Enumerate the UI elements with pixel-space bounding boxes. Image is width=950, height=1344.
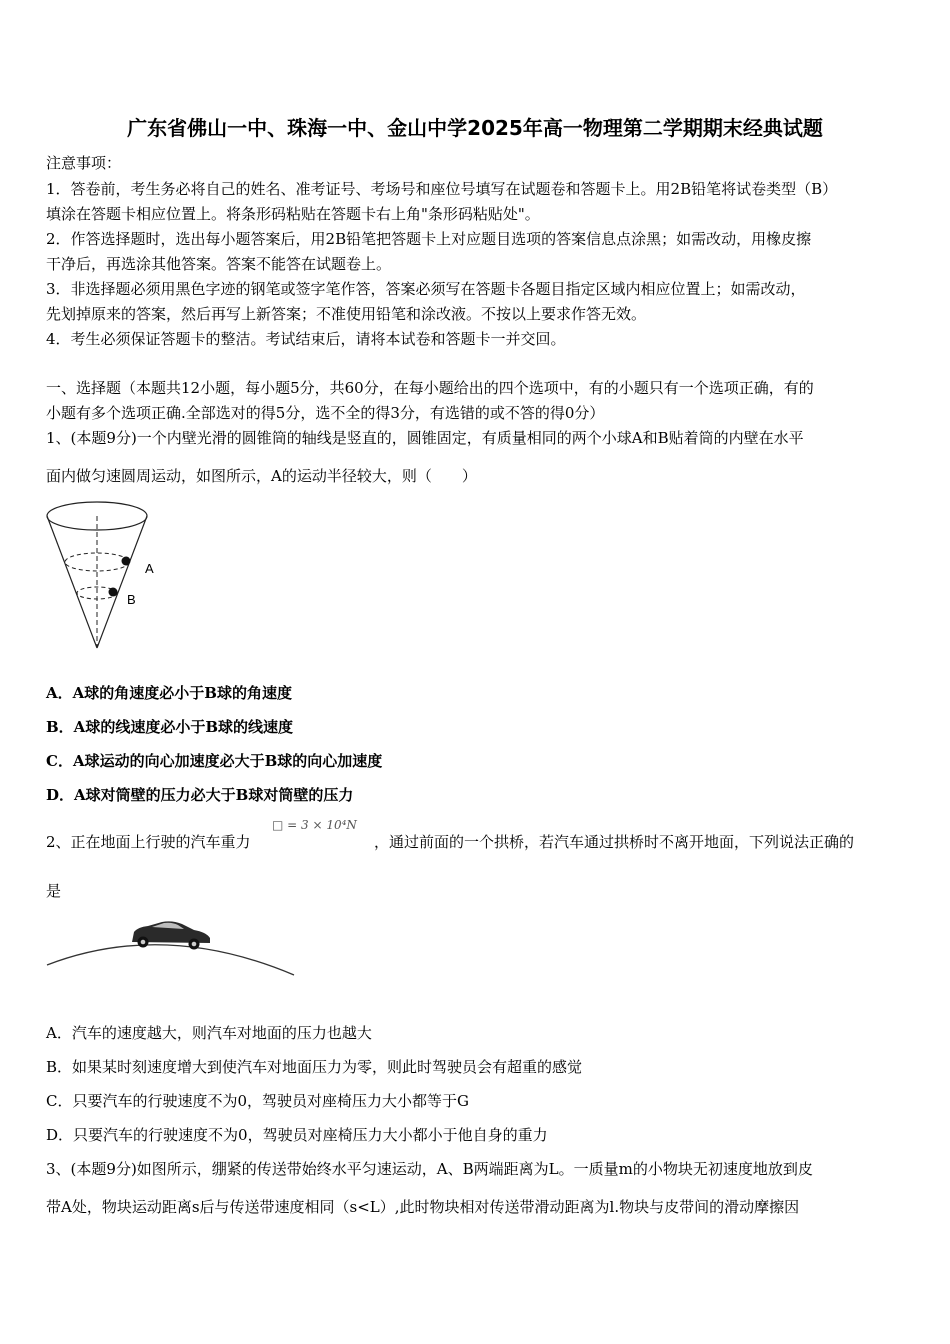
ball-a	[122, 557, 131, 566]
q2-option: B．如果某时刻速度增大到使汽车对地面压力为零，则此时驾驶员会有超重的感觉	[46, 1058, 583, 1076]
q1-stem: 面内做匀速圆周运动，如图所示，A的运动半径较大，则（ ）	[46, 467, 477, 485]
page-title: 广东省佛山一中、珠海一中、金山中学2025年高一物理第二学期期末经典试题	[127, 116, 823, 140]
bridge-figure	[44, 910, 300, 980]
q2-option: A．汽车的速度越大，则汽车对地面的压力也越大	[46, 1024, 372, 1042]
notes-line: 3．非选择题必须用黑色字迹的钢笔或签字笔作答，答案必须写在答题卡各题目指定区域内相应位置上；如需改动，	[46, 280, 806, 298]
cone-figure	[44, 498, 184, 653]
q2-formula: □ = 3 × 10⁴N	[272, 818, 357, 832]
section-heading: 一、选择题（本题共12小题，每小题5分，共60分，在每小题给出的四个选项中，有的小题只有一个选项正确，有的	[46, 379, 814, 397]
q1-option: D．A球对筒壁的压力必大于B球对筒壁的压力	[46, 786, 354, 804]
q2-option: D．只要汽车的行驶速度不为0，驾驶员对座椅压力大小都小于他自身的重力	[46, 1126, 548, 1144]
q1-option: B．A球的线速度必小于B球的线速度	[46, 718, 293, 736]
q1-option: A．A球的角速度必小于B球的角速度	[46, 684, 292, 702]
q3-stem: 3、(本题9分)如图所示，绷紧的传送带始终水平匀速运动，A、B两端距离为L。一质量m的小物块无初速度地放到皮	[46, 1160, 813, 1178]
notes-line: 填涂在答题卡相应位置上。将条形码粘贴在答题卡右上角"条形码粘贴处"。	[46, 205, 540, 223]
q1-option: C．A球运动的向心加速度必大于B球的向心加速度	[46, 752, 383, 770]
notes-line: 4．考生必须保证答题卡的整洁。考试结束后，请将本试卷和答题卡一并交回。	[46, 330, 566, 348]
q2-option: C．只要汽车的行驶速度不为0，驾驶员对座椅压力大小都等于G	[46, 1092, 470, 1110]
q1-stem: 1、(本题9分)一个内壁光滑的圆锥筒的轴线是竖直的，圆锥固定，有质量相同的两个小球A和B贴着筒的内壁在水平	[46, 429, 804, 447]
notes-heading: 注意事项：	[46, 154, 122, 172]
notes-line: 干净后，再选涂其他答案。答案不能答在试题卷上。	[46, 255, 392, 273]
q2-stem-line2: 是	[46, 882, 62, 900]
q2-stem-after: ，通过前面的一个拱桥，若汽车通过拱桥时不离开地面，下列说法正确的	[374, 833, 855, 851]
ball-b	[109, 588, 118, 597]
q2-stem-before: 2、正在地面上行驶的汽车重力	[46, 833, 251, 851]
notes-line: 1．答卷前，考生务必将自己的姓名、准考证号、考场号和座位号填写在试题卷和答题卡上。用2B铅笔将试卷类型（B）	[46, 180, 838, 198]
notes-line: 先划掉原来的答案，然后再写上新答案；不准使用铅笔和涂改液。不按以上要求作答无效。	[46, 305, 647, 323]
notes-line: 2．作答选择题时，选出每小题答案后，用2B铅笔把答题卡上对应题目选项的答案信息点涂黑；如需改动，用橡皮擦	[46, 230, 812, 248]
q3-stem: 带A处，物块运动距离s后与传送带速度相同（s<L）,此时物块相对传送带滑动距离为l.物块与皮带间的滑动摩擦因	[46, 1198, 800, 1216]
section-heading: 小题有多个选项正确.全部选对的得5分，选不全的得3分，有选错的或不答的得0分）	[46, 404, 605, 422]
label-a: A	[145, 561, 154, 576]
label-b: B	[127, 592, 136, 607]
